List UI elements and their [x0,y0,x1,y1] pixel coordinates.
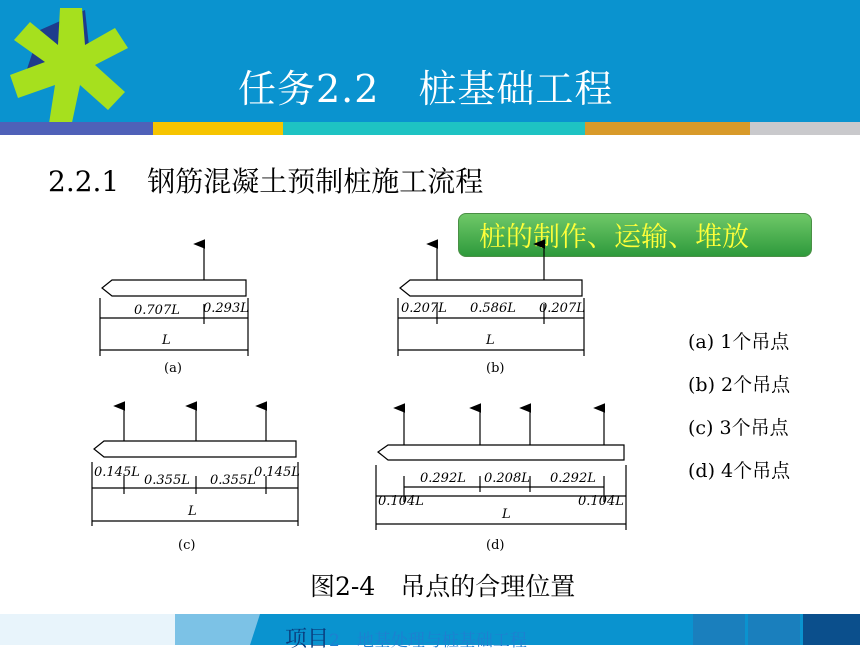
dim-label: L [162,333,171,348]
dim-label: L [188,504,197,519]
subfigure-label: (d) [486,538,505,553]
figure-caption: 图2-4 吊点的合理位置 [310,572,576,601]
dim-label: 0.355L [210,473,256,488]
dim-label: 0.104L [378,494,424,509]
dim-label: 0.292L [550,471,596,486]
footer-text: 地基处理与桩基础工程 [356,631,527,651]
dim-label: 0.707L [134,303,180,318]
dim-label: 0.293L [203,301,249,316]
dim-label: 0.145L [94,465,140,480]
dim-label: 0.292L [420,471,466,486]
footer-label [285,622,527,653]
subfigure-label: (c) [178,538,196,553]
dim-label: 0.586L [470,301,516,316]
legend-item: (c) 3个吊点 [688,417,789,439]
dim-label: 0.145L [254,465,300,480]
pile-c [94,441,296,457]
page-title: 任务2.2 桩基础工程 [238,67,614,111]
topic-badge-label: 桩的制作、运输、堆放 [479,222,749,253]
dim-label: L [486,333,495,348]
dim-label: 0.208L [484,471,530,486]
legend-item: (b) 2个吊点 [688,374,791,396]
pile-b [400,280,582,296]
footer-prefix: 项目 [285,627,330,652]
subfigure-label: (a) [164,361,182,376]
legend-item: (a) 1个吊点 [688,331,790,353]
dim-label: 0.104L [578,494,624,509]
dim-label: 0.355L [144,473,190,488]
dim-label: 0.207L [401,301,447,316]
section-heading: 2.2.1 钢筋混凝土预制桩施工流程 [48,165,484,198]
footer-number: 2 [329,631,357,651]
subfigure-label: (b) [486,361,505,376]
pile-d [378,445,624,460]
dim-label: L [502,507,511,522]
legend-item: (d) 4个吊点 [688,460,791,482]
pile-a [102,280,246,296]
dim-label: 0.207L [539,301,585,316]
